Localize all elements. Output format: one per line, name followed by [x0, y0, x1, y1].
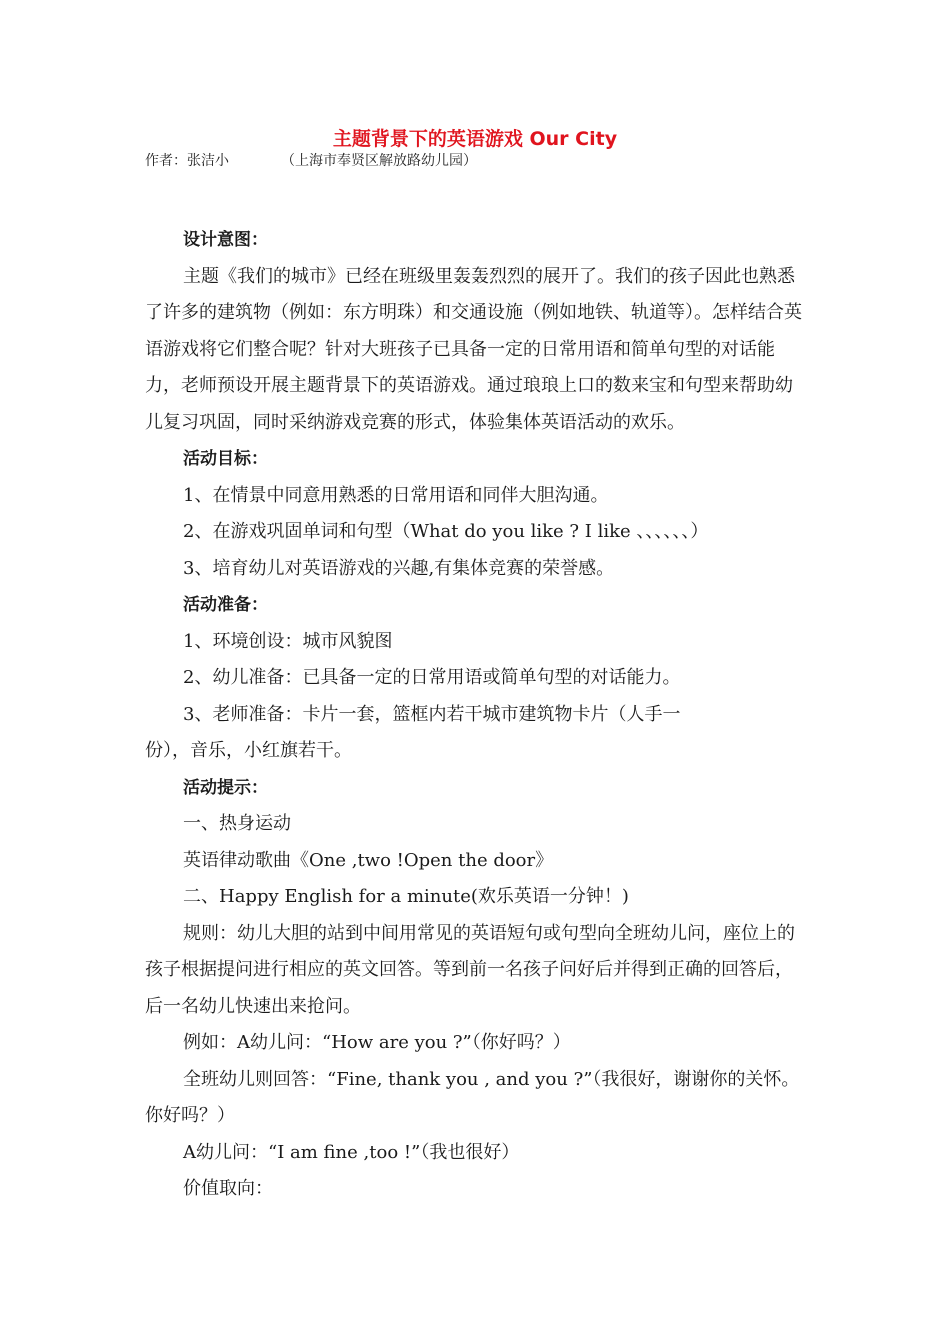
prep-item-3-line-2: 份），音乐，小红旗若干。 [145, 740, 352, 761]
section-heading-goals: 活动目标： [183, 449, 268, 469]
example-answer: 全班幼儿则回答：“Fine, thank you , and you ?”（我很好，谢谢你的关怀。你好吗？） [145, 1068, 800, 1126]
step-warmup-song: 英语律动歌曲《One ,two !Open the door》 [183, 849, 554, 871]
example-reply: A幼儿问：“I am fine ,too !”（我也很好） [183, 1141, 520, 1163]
design-paragraph: 主题《我们的城市》已经在班级里轰轰烈烈的展开了。我们的孩子因此也熟悉了许多的建筑物（例如：东方明珠）和交通设施（例如地铁、轨道等）。怎样结合英语游戏将它们整合呢？针对大班孩子已具备一定的日常用语和简单句型的对话能力，老师预设开展主题背景下的英语游戏。通过琅琅上口的数来宝和句型来帮助幼儿复习巩固，同时采纳游戏竞赛的形式，体验集体英语活动的欢乐。 [145, 265, 802, 433]
example-question: 例如：A幼儿问：“How are you ?”（你好吗？） [183, 1032, 571, 1053]
goal-item-2: 2、在游戏巩固单词和句型（What do you like ? I like 、、、、、、） [183, 521, 709, 542]
document-body [145, 222, 805, 1208]
prep-item-2: 2、幼儿准备：已具备一定的日常用语或简单句型的对话能力。 [183, 667, 681, 688]
author-affiliation: （上海市奉贤区解放路幼儿园） [281, 153, 477, 169]
author-name: 作者：张洁小 [145, 153, 229, 169]
prep-item-1: 1、环境创设：城市风貌图 [183, 630, 393, 652]
section-heading-preparation: 活动准备： [183, 595, 268, 615]
value-orientation-label: 价值取向： [183, 1178, 273, 1199]
author-line [145, 150, 477, 170]
step-happy-english: 二、Happy English for a minute(欢乐英语一分钟！) [183, 886, 629, 907]
section-heading-tips: 活动提示： [183, 777, 268, 798]
rule-paragraph: 规则：幼儿大胆的站到中间用常见的英语短句或句型向全班幼儿问，座位上的孩子根据提问进行相应的英文回答。等到前一名孩子问好后并得到正确的回答后，后一名幼儿快速出来抢问。 [145, 922, 795, 1017]
step-warmup: 一、热身运动 [183, 813, 291, 834]
goal-item-1: 1、在情景中同意用熟悉的日常用语和同伴大胆沟通。 [183, 484, 609, 506]
prep-item-3-line-1: 3、老师准备：卡片一套，篮框内若干城市建筑物卡片（人手一 [183, 703, 681, 725]
goal-item-3: 3、培育幼儿对英语游戏的兴趣,有集体竞赛的荣誉感。 [183, 557, 615, 579]
section-heading-design: 设计意图： [183, 230, 268, 250]
document-title: 主题背景下的英语游戏 Our City [332, 128, 618, 150]
